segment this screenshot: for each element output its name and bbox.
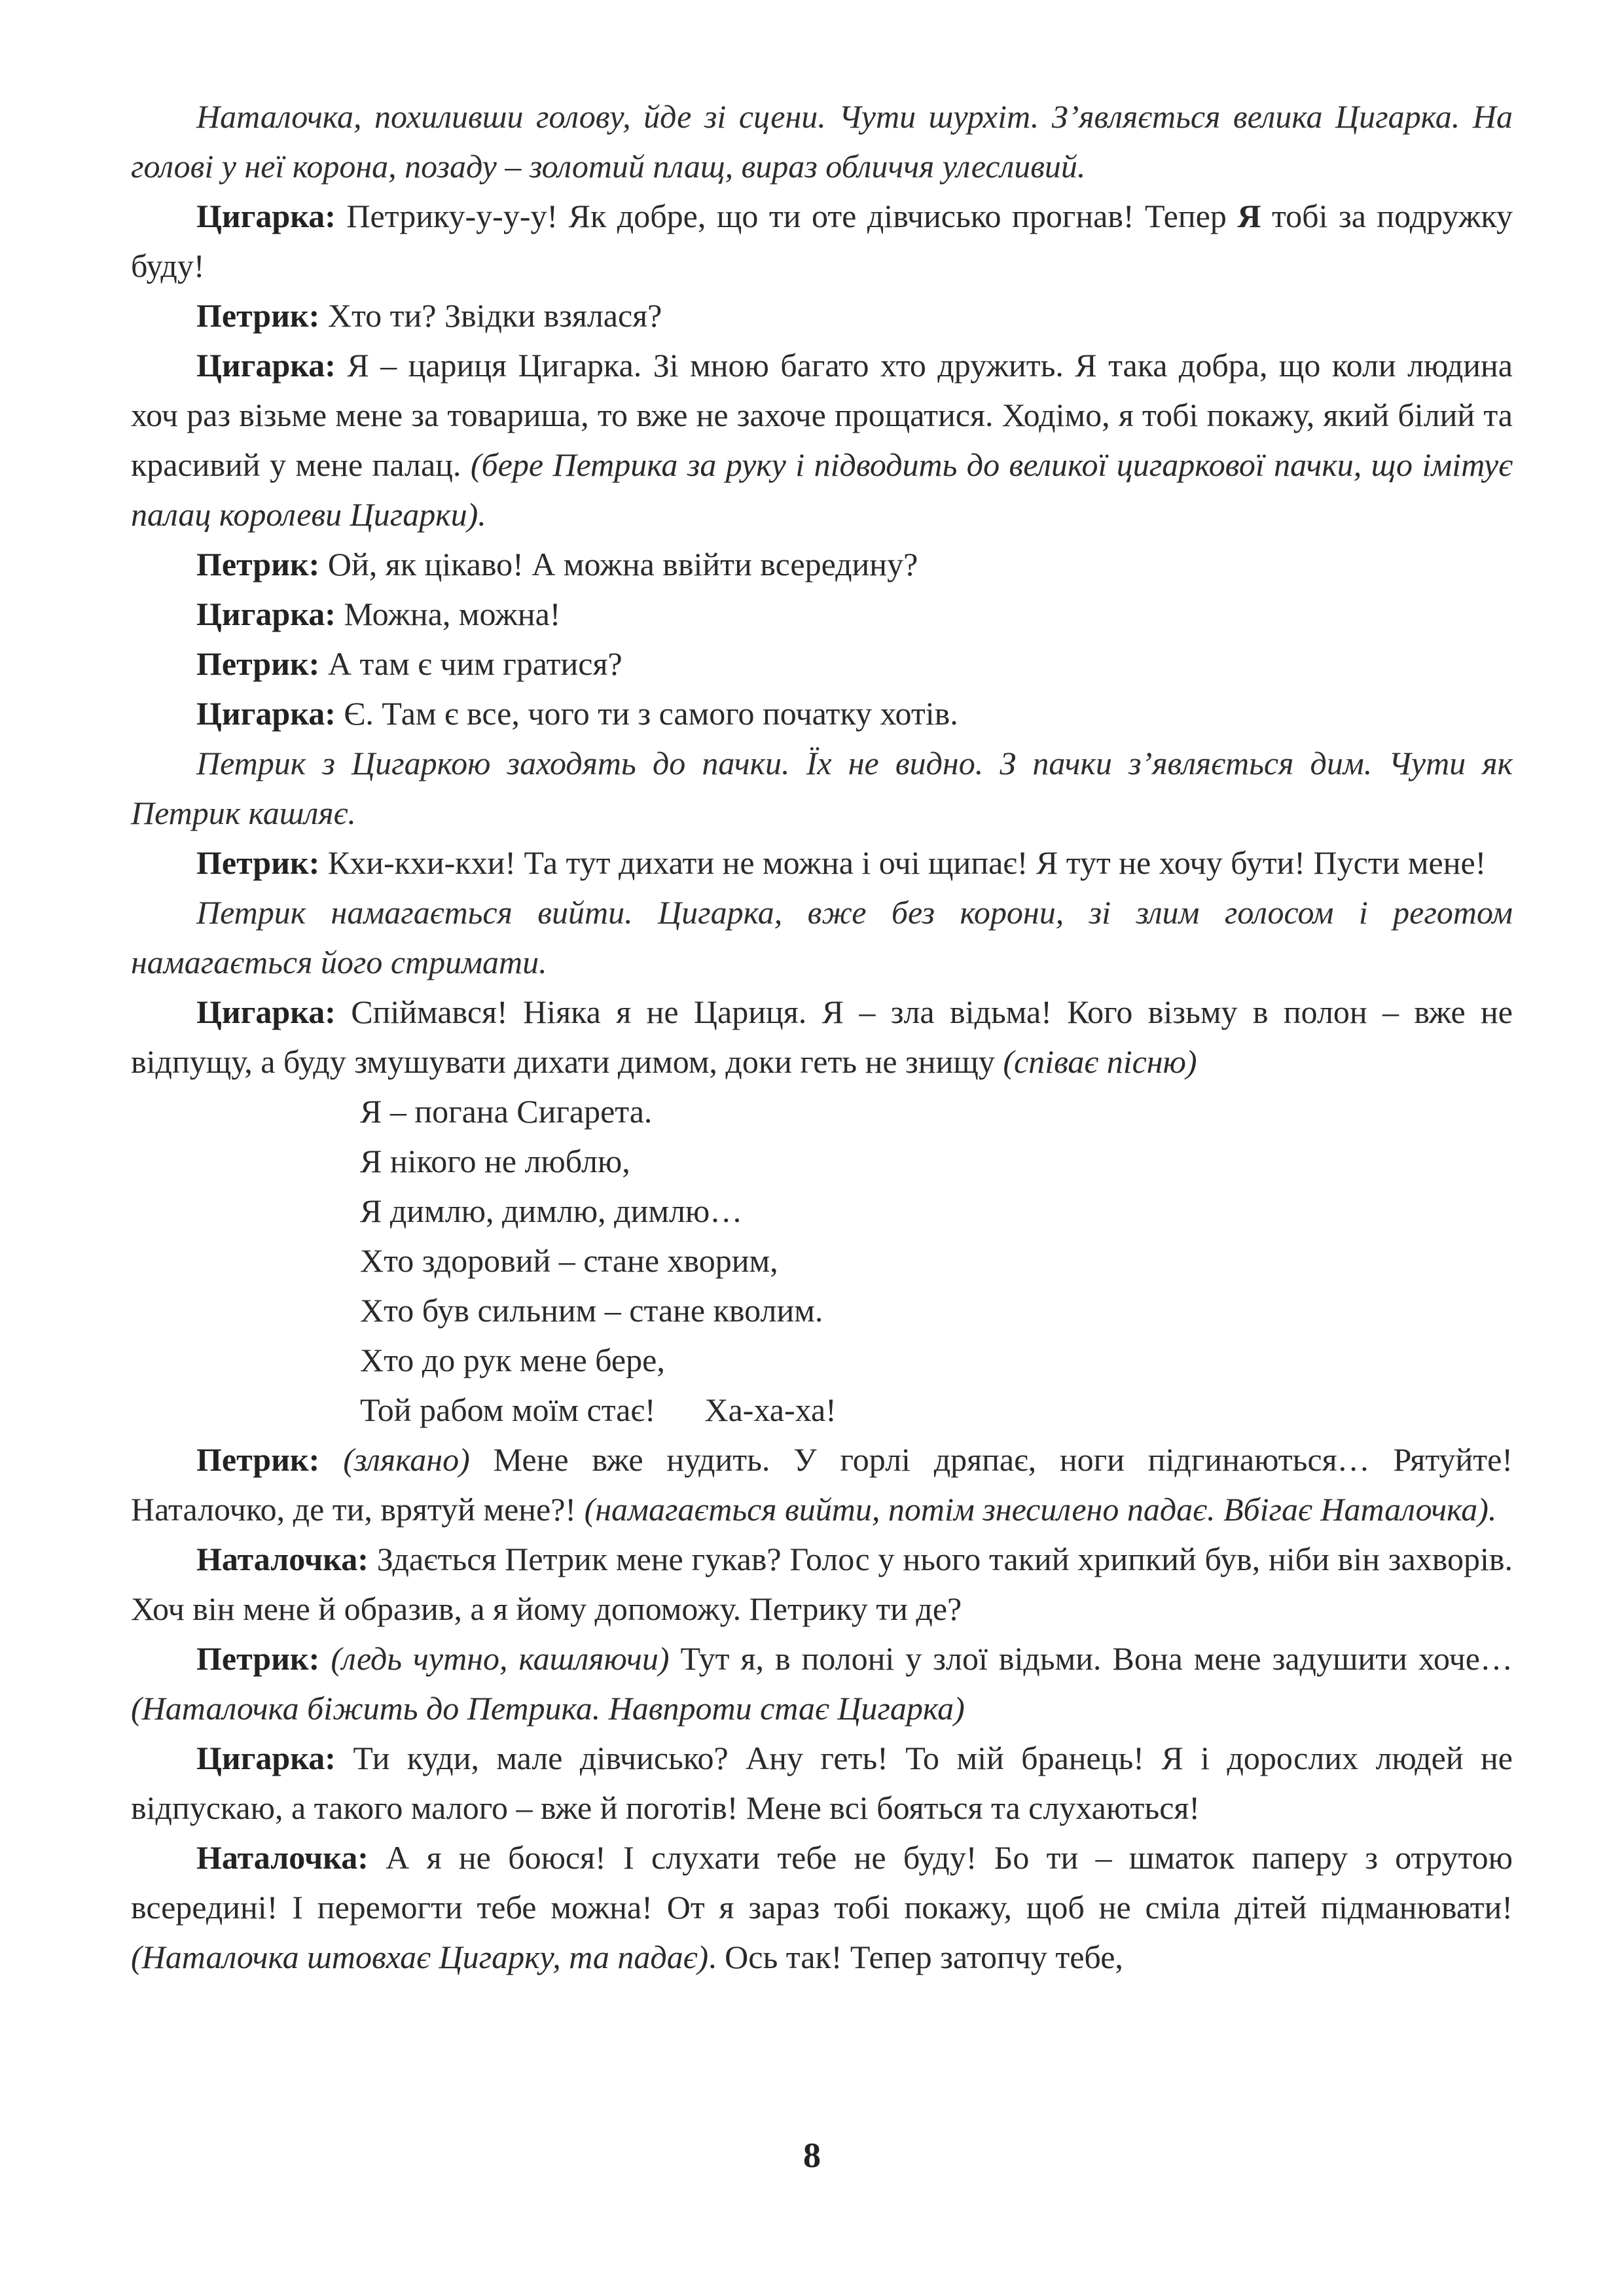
speaker-name: Наталочка: [196, 1541, 369, 1577]
dialogue-block-1 [131, 92, 1513, 1086]
line-text: Здається Петрик мене гукав? Голос у нього такий хрипкий був, ніби він захворів. Хоч він мене й образив, а я йому допоможу. Петрику ти де? [131, 1541, 1513, 1627]
stage-note: (бере Петрика за руку і підводить до великої цигаркової пачки, що імітує палац королеви Цигарки). [131, 446, 1513, 533]
line-text: Мене вже нудить. У горлі дряпає, ноги підгинаються… Рятуйте! Наталочко, де ти, врятуй мене?! [131, 1441, 1513, 1528]
line-text: Петрик з Цигаркою заходять до пачки. Їх не видно. З пачки з’являється дим. Чути як Петрик кашляє. [131, 745, 1513, 831]
line-text [319, 1640, 331, 1677]
line-text: А я не боюся! І слухати тебе не буду! Бо ти – шматок паперу з отрутою всередині! І перемогти тебе можна! От я зараз тобі покажу, щоб не сміла дітей підманювати! [131, 1839, 1513, 1926]
stage-direction [131, 738, 1513, 838]
document-page [131, 92, 1513, 1982]
line-text: Ти куди, мале дівчисько? Ану геть! То мій бранець! Я і дорослих людей не відпускаю, а такого малого – вже й поготів! Мене всі бояться та слухаються! [131, 1740, 1513, 1826]
line-text: Можна, можна! [335, 596, 561, 632]
speaker-name: Цигарка: [196, 198, 336, 234]
song-line: Хто був сильним – стане кволим. [360, 1292, 823, 1329]
stage-note: (намагається вийти, потім знесилено падає. Вбігає Наталочка). [584, 1491, 1497, 1528]
line-text: тобі за подружку буду! [131, 198, 1513, 284]
speaker-name: Петрик: [196, 645, 320, 682]
stage-direction [131, 92, 1513, 191]
line-text: Є. Там є все, чого ти з самого початку хотів. [335, 695, 958, 732]
speaker-name: Петрик: [196, 844, 320, 881]
dialogue-block-2 [131, 1435, 1513, 1982]
speaker-name: Петрик: [196, 297, 320, 334]
speaker-name: Цигарка: [196, 347, 336, 384]
song-line: Той рабом моїм стає! Ха-ха-ха! [360, 1391, 837, 1428]
dialogue-line [131, 838, 1513, 888]
stage-note: (ледь чутно, кашляючи) [331, 1640, 670, 1677]
song-line: Хто до рук мене бере, [360, 1342, 665, 1378]
speaker-name: Наталочка: [196, 1839, 369, 1876]
line-text: А там є чим гратися? [319, 645, 623, 682]
dialogue-line [131, 539, 1513, 589]
line-text: Я [1237, 198, 1261, 234]
line-text: Спіймався! Ніяка я не Цариця. Я – зла відьма! Кого візьму в полон – вже не відпущу, а буду змушувати дихати димом, доки геть не знищу [131, 994, 1513, 1080]
stage-note: (Наталочка біжить до Петрика. Навпроти стає Цигарка) [131, 1690, 965, 1727]
song-line: Я димлю, димлю, димлю… [360, 1193, 743, 1229]
stage-note: (співає пісню) [1003, 1043, 1197, 1080]
speaker-name: Цигарка: [196, 1740, 336, 1776]
line-text: Петрику-у-у-у! Як добре, що ти оте дівчисько прогнав! Тепер [335, 198, 1238, 234]
line-text: Тут я, в полоні у злої відьми. Вона мене задушити хоче… [669, 1640, 1513, 1677]
stage-direction [131, 888, 1513, 987]
dialogue-line [131, 1534, 1513, 1634]
line-text: Наталочка, похиливши голову, йде зі сцени. Чути шурхіт. З’являється велика Цигарка. На голові у неї корона, позаду – золотий плащ, вираз обличчя улесливий. [131, 98, 1513, 185]
line-text: Я – цариця Цигарка. Зі мною багато хто дружить. Я така добра, що коли людина хоч раз візьме мене за товариша, то вже не захоче прощатися. Ходімо, я тобі покажу, який білий та красивий у мене палац. [131, 347, 1513, 483]
line-text: Петрик намагається вийти. Цигарка, вже без корони, зі злим голосом і реготом намагається його стримати. [131, 894, 1513, 980]
speaker-name: Петрик: [196, 1640, 320, 1677]
dialogue-line [131, 340, 1513, 539]
dialogue-line [131, 689, 1513, 738]
dialogue-line [131, 291, 1513, 340]
stage-note: (Наталочка штовхає Цигарку, та падає) [131, 1939, 709, 1975]
dialogue-line [131, 1733, 1513, 1833]
line-text [319, 1441, 343, 1478]
stage-note: (злякано) [343, 1441, 470, 1478]
speaker-name: Цигарка: [196, 994, 336, 1030]
dialogue-line [131, 1634, 1513, 1733]
speaker-name: Цигарка: [196, 695, 336, 732]
dialogue-line [131, 639, 1513, 689]
dialogue-line [131, 987, 1513, 1086]
song-line: Я нікого не люблю, [360, 1143, 630, 1179]
line-text: . Ось так! Тепер затопчу тебе, [708, 1939, 1123, 1975]
speaker-name: Петрик: [196, 1441, 320, 1478]
dialogue-line [131, 191, 1513, 291]
page-number: 8 [803, 2136, 821, 2175]
dialogue-line [131, 1435, 1513, 1534]
speaker-name: Петрик: [196, 546, 320, 583]
song-verse [131, 1086, 1513, 1435]
speaker-name: Цигарка: [196, 596, 336, 632]
line-text: Кхи-кхи-кхи! Та тут дихати не можна і очі щипає! Я тут не хочу бути! Пусти мене! [319, 844, 1487, 881]
line-text: Хто ти? Звідки взялася? [319, 297, 662, 334]
song-line: Хто здоровий – стане хворим, [360, 1242, 778, 1279]
dialogue-line [131, 1833, 1513, 1982]
song-line: Я – погана Сигарета. [360, 1093, 653, 1130]
line-text: Ой, як цікаво! А можна ввійти всередину? [319, 546, 918, 583]
dialogue-line [131, 589, 1513, 639]
